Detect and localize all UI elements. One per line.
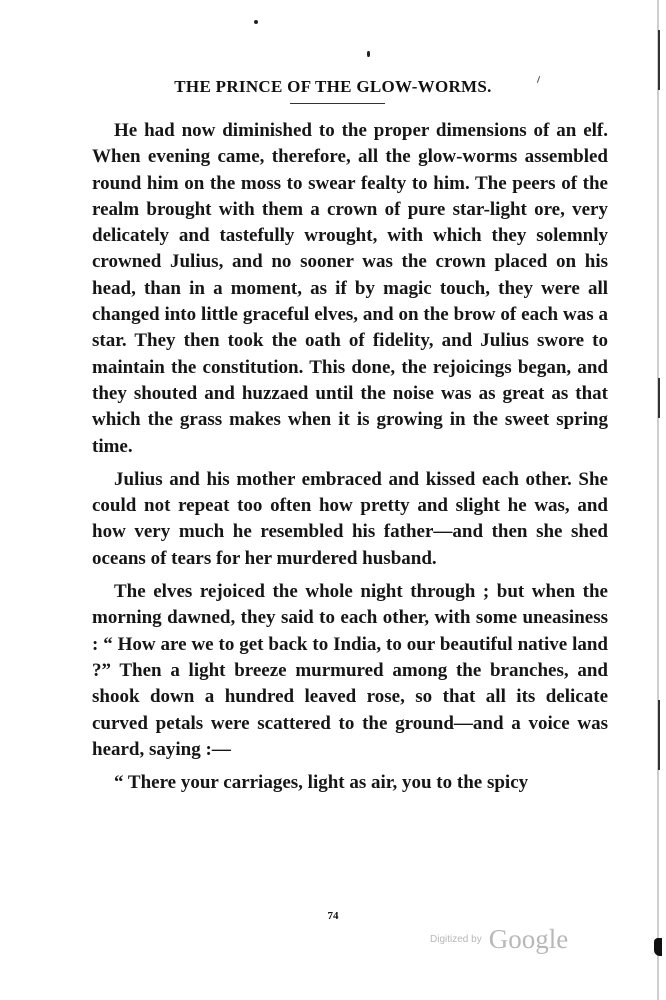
paragraph: The elves rejoiced the whole night through ; but when the morning dawned, they said to each other, with some uneasiness : “ How are we to get back to India, to our beautiful native land ?” Then a light breeze murmured among the branches, and shook down a hundred leaved rose, so that all its delicate curved petals were scattered to the ground—and a voice was heard, saying :— [92, 581, 608, 760]
page-number: 74 [327, 910, 339, 922]
edge-mark [658, 700, 660, 770]
page-edge [657, 0, 659, 1000]
paragraph: Julius and his mother embraced and kissed each other. She could not repeat too often how pretty and slight he was, and how very much he resembled his father—and then she shed oceans of tears for her murdered husband. [92, 468, 608, 569]
edge-mark [658, 378, 660, 418]
ink-speck [254, 20, 258, 24]
paragraph: He had now diminished to the proper dimensions of an elf. When evening came, therefore, all the glow-worms assembled round him on the moss to swear fealty to him. The peers of the realm brought with them a crown of pure star-light ore, very delicately and tastefully wrought, with which they solemnly crowned Julius, and no sooner was the crown placed on his head, than in a moment, as if by magic touch, they were all changed into little graceful elves, and on the brow of each was a star. They then took the oath of fidelity, and Julius swore to maintain the constitution. This done, the rejoicings began, and they shouted and huzzaed until the noise was as great as that which the grass makes when it is growing in the sweet spring time. [92, 120, 608, 457]
google-logo: Google [488, 924, 569, 954]
body-text [92, 118, 608, 803]
paragraph: “ There your carriages, light as air, you to the spicy [114, 772, 529, 794]
running-head: THE PRINCE OF THE GLOW-WORMS. [174, 77, 492, 96]
head-rule [290, 103, 385, 104]
ink-speck [367, 51, 370, 57]
watermark-prefix: Digitized by [430, 934, 482, 945]
corner-mark [654, 938, 662, 956]
digitization-watermark [430, 924, 568, 955]
